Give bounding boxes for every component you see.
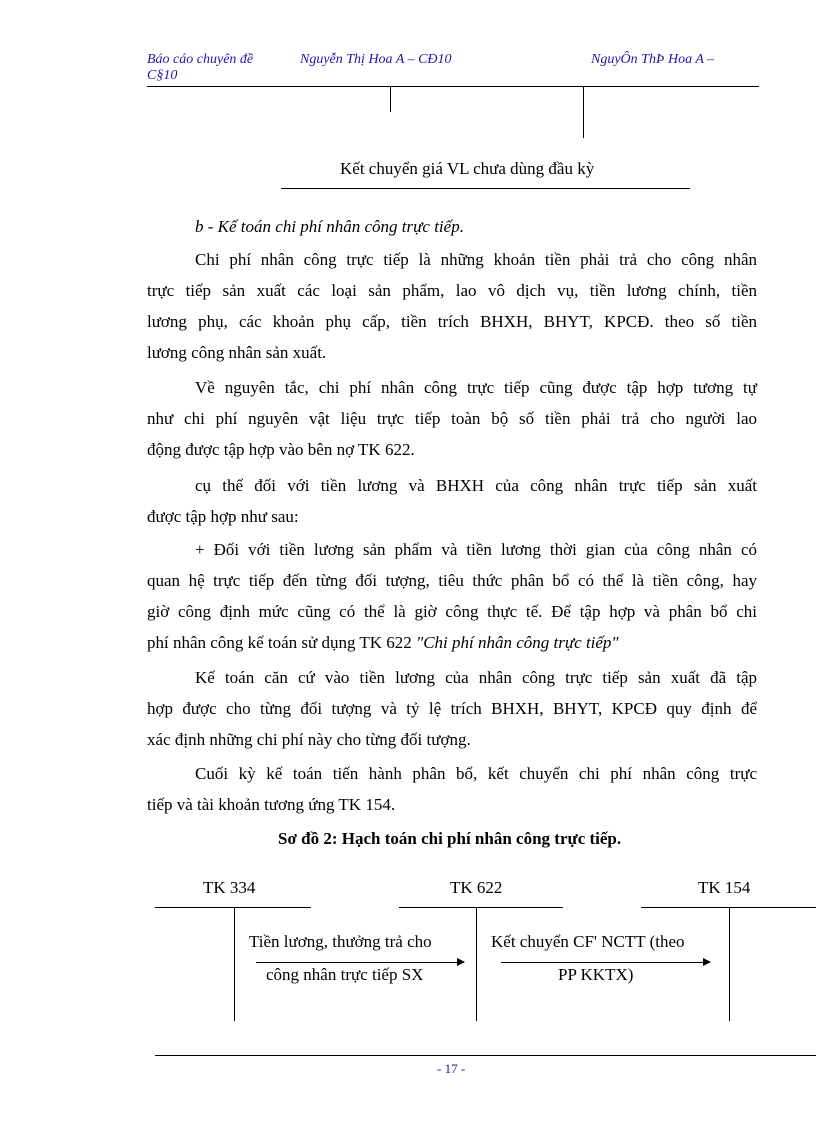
t-account-154-stem (729, 907, 730, 1021)
account-label-622: TK 622 (450, 878, 503, 897)
top-diagram-rule (281, 188, 690, 189)
diagram-title: Sơ đồ 2: Hạch toán chi phí nhân công trực tiếp. (278, 829, 622, 848)
page-number: - 17 - (437, 1061, 466, 1076)
flow-2-label-bottom: PP KKTX) (558, 965, 634, 984)
paragraph-text: phí nhân công kế toán sử dụng TK 622 (147, 633, 417, 652)
flow-2-arrow (501, 962, 710, 963)
paragraph-line: lương phụ, các khoản phụ cấp, tiền trích BHXH, BHYT, KPCĐ. theo số tiền (147, 312, 757, 331)
paragraph-line: động được tập hợp vào bên nợ TK 622. (147, 440, 415, 459)
paragraph-6 (147, 758, 757, 820)
section-heading: b - Kế toán chi phí nhân công trực tiếp. (195, 217, 464, 236)
paragraph-5 (147, 662, 757, 755)
paragraph-line: được tập hợp như sau: (147, 507, 299, 526)
flow-1-label-bottom: công nhân trực tiếp SX (266, 965, 424, 984)
header-right: NguyÔn ThÞ Hoa A – (591, 52, 715, 67)
t-account-622-stem (476, 907, 477, 1021)
paragraph-line: trực tiếp sản xuất các loại sản phẩm, lao vô dịch vụ, tiền lương chính, tiền (147, 281, 757, 300)
paragraph-line: tiếp và tài khoản tương ứng TK 154. (147, 795, 396, 814)
t-account-334-top (155, 907, 311, 908)
t-account-622-top (399, 907, 563, 908)
paragraph-line: như chi phí nguyên vật liệu trực tiếp toàn bộ số tiền phải trả cho người lao (147, 409, 757, 428)
t-account-line-right (583, 86, 584, 138)
paragraph-4 (147, 534, 757, 658)
account-label-334: TK 334 (203, 878, 256, 897)
paragraph-line: cụ thể đối với tiền lương và BHXH của công nhân trực tiếp sản xuất (195, 476, 757, 495)
paragraph-line: quan hệ trực tiếp đến từng đối tượng, tiêu thức phân bổ có thể là tiền công, hay (147, 571, 757, 590)
paragraph-2 (147, 372, 757, 465)
paragraph-1 (147, 244, 757, 368)
paragraph-line: Cuối kỳ kế toán tiến hành phân bổ, kết chuyển chi phí nhân công trực (195, 764, 757, 783)
header-left-cont: C§10 (147, 68, 178, 83)
paragraph-line: lương công nhân sản xuất. (147, 343, 327, 362)
paragraph-line: xác định những chi phí này cho từng đối tượng. (147, 730, 471, 749)
t-account-334-stem (234, 907, 235, 1021)
header-middle: Nguyễn Thị Hoa A – CĐ10 (300, 52, 452, 67)
paragraph-line: + Đối với tiền lương sản phẩm và tiền lương thời gian của công nhân có (195, 540, 757, 559)
account-label-154: TK 154 (698, 878, 751, 897)
paragraph-3 (147, 470, 757, 532)
account-name-quote: "Chi phí nhân công trực tiếp" (416, 633, 619, 652)
flow-1-arrow (256, 962, 464, 963)
paragraph-line: giờ công định mức cũng có thể là giờ công thực tế. Để tập hợp và phân bổ chi (147, 602, 757, 621)
footer-rule (155, 1055, 816, 1056)
paragraph-line (147, 627, 757, 658)
paragraph-line: Chi phí nhân công trực tiếp là những khoản tiền phải trả cho công nhân (195, 250, 757, 269)
paragraph-line: hợp được cho từng đối tượng và tỷ lệ trích BHXH, BHYT, KPCĐ quy định để (147, 699, 757, 718)
paragraph-line: Kế toán căn cứ vào tiền lương của nhân công trực tiếp sản xuất đã tập (195, 668, 757, 687)
header-rule (147, 86, 759, 87)
flow-1-label-top: Tiền lương, thưởng trả cho (249, 932, 432, 951)
t-account-line-left (390, 86, 391, 112)
flow-2-label-top: Kết chuyển CF' NCTT (theo (491, 932, 685, 951)
top-diagram-caption: Kết chuyển giá VL chưa dùng đầu kỳ (340, 159, 595, 178)
paragraph-line: Về nguyên tắc, chi phí nhân công trực tiếp cũng được tập hợp tương tự (195, 378, 757, 397)
header-left: Báo cáo chuyên đề (147, 52, 254, 67)
